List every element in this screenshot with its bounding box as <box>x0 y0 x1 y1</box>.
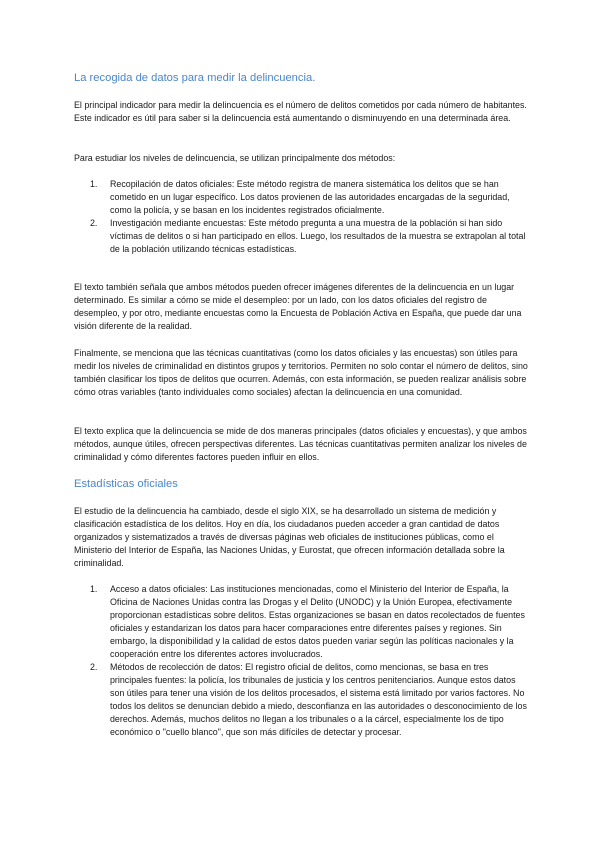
methods-list <box>74 178 530 256</box>
paragraph-indicador: El principal indicador para medir la delincuencia es el número de delitos cometidos por cada número de habitantes. Este indicador es útil para saber si la delincuencia está aumentando o disminuyendo en una determinada área. <box>74 100 527 123</box>
list-text: Acceso a datos oficiales: Las instituciones mencionadas, como el Ministerio del Interior de España, la Oficina de Naciones Unidas contra las Drogas y el Delito (UNODC) y la Unión Europea, efectivamente proporcionan estadísticas sobre delitos. Estas organizaciones se basan en datos recolectados de fuentes oficiales y estandarizan los datos para hacer comparaciones entre diferentes países y regiones. Sin embargo, la disponibilidad y la calidad de estos datos pueden variar según las políticas nacionales y la cooperación entre los diferentes actores involucrados. <box>110 584 525 659</box>
list-number: 2. <box>90 662 98 672</box>
paragraph-resumen: El texto explica que la delincuencia se mide de dos maneras principales (datos oficiales y encuestas), y que ambos métodos, aunque útiles, ofrecen perspectivas diferentes. Las técnicas cuantitativas permiten analizar los niveles de criminalidad y cómo diferentes factores pueden influir en ellos. <box>74 426 527 462</box>
list-number: 1. <box>90 179 98 189</box>
list-item <box>74 583 530 661</box>
list-item <box>74 178 530 217</box>
list-text: Métodos de recolección de datos: El registro oficial de delitos, como mencionas, se basa en tres principales fuentes: la policía, los tribunales de justicia y los centros penitenciarios. Aunque estos datos son útiles para tener una visión de los delitos procesados, el sistema está limitado por varios factores. No todos los delitos se denuncian debido a miedo, desconfianza en las autoridades o desconocimiento de los derechos. Además, muchos delitos no llegan a los tribunales o a la cárcel, especialmente los de tipo económico o "cuello blanco", que son más difíciles de detectar y procesar. <box>110 662 527 737</box>
list-text: Recopilación de datos oficiales: Este método registra de manera sistemática los delitos que se han cometido en un lugar específico. Los datos provienen de las autoridades encargadas de la seguridad, como la policía, y se basan en los incidentes registrados oficialmente. <box>110 179 510 215</box>
paragraph-metodos-intro: Para estudiar los niveles de delincuencia, se utilizan principalmente dos métodos: <box>74 153 396 163</box>
list-number: 1. <box>90 584 98 594</box>
section-title-estadisticas: Estadísticas oficiales <box>74 478 178 490</box>
list-text: Investigación mediante encuestas: Este método pregunta a una muestra de la población si han sido víctimas de delitos o si han participado en ellos. Luego, los resultados de la muestra se extrapolan al total de la población utilizando técnicas estadísticas. <box>110 218 526 254</box>
paragraph-tecnicas-cuantitativas: Finalmente, se menciona que las técnicas cuantitativas (como los datos oficiales y las encuestas) son útiles para medir los niveles de criminalidad en distintos grupos y territorios. Permiten no solo contar el número de delitos, sino también clasificar los tipos de delitos que ocurren. Además, con esta información, se pueden realizar análisis sobre cómo otras variables (tanto individuales como sociales) afectan la delincuencia en una comunidad. <box>74 348 528 397</box>
data-sources-list <box>74 583 530 739</box>
list-number: 2. <box>90 218 98 228</box>
section-title-recogida: La recogida de datos para medir la delincuencia. <box>74 72 316 84</box>
paragraph-estudio-delincuencia: El estudio de la delincuencia ha cambiado, desde el siglo XIX, se ha desarrollado un sistema de medición y clasificación estadística de los delitos. Hoy en día, los ciudadanos pueden acceder a gran cantidad de datos organizados y sistematizados a través de diversas páginas web oficiales de instituciones públicas, como el Ministerio del Interior de España, las Naciones Unidas, y Eurostat, que ofrecen información detallada sobre la criminalidad. <box>74 506 505 568</box>
list-item <box>74 217 530 256</box>
paragraph-imagenes-diferentes: El texto también señala que ambos métodos pueden ofrecer imágenes diferentes de la delincuencia en un lugar determinado. Es similar a cómo se mide el desempleo: por un lado, con los datos oficiales del registro de desempleo, y por otro, mediante encuestas como la Encuesta de Población Activa en España, que puede dar una visión diferente de la realidad. <box>74 282 522 331</box>
list-item <box>74 661 530 739</box>
